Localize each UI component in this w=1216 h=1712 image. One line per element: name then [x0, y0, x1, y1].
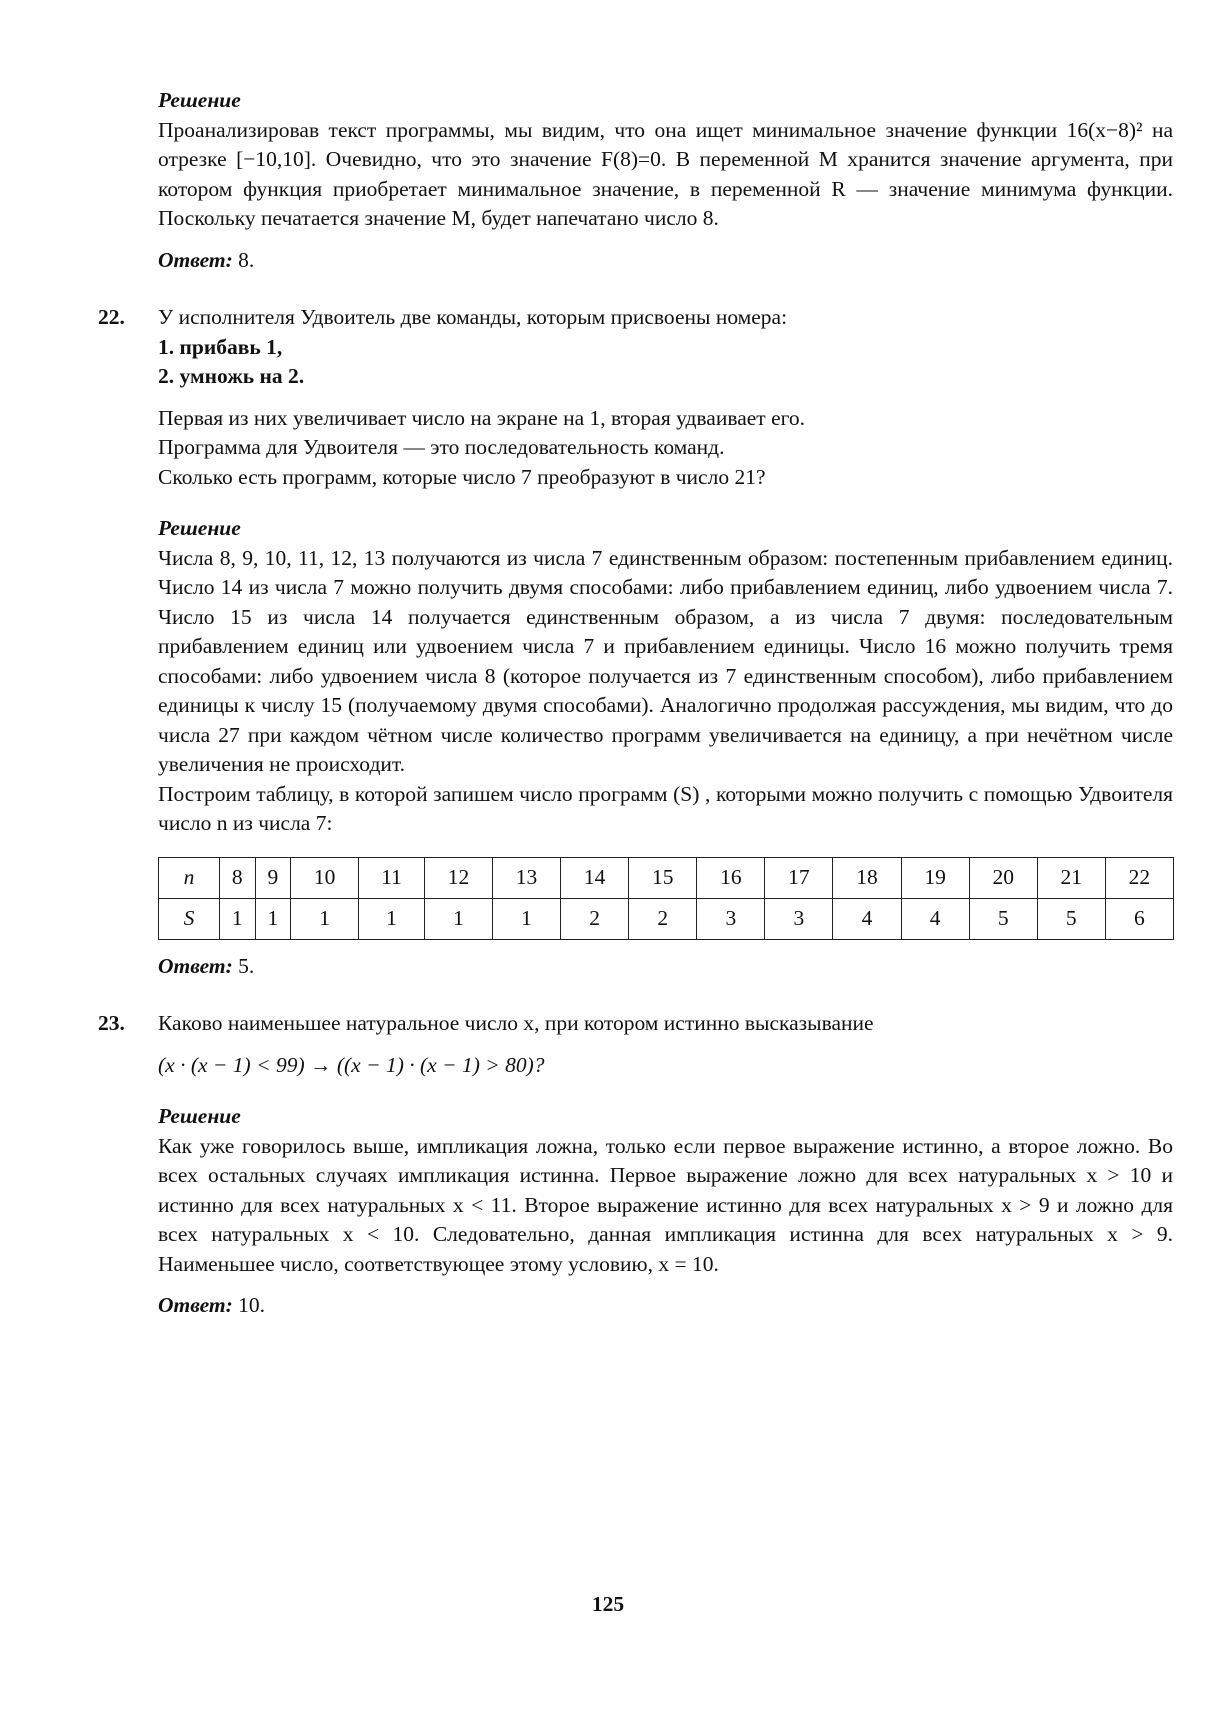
- table-cell: 12: [424, 857, 492, 898]
- answer-22: [158, 952, 1173, 982]
- table-header-s: S: [159, 898, 220, 939]
- table-cell: 5: [1037, 898, 1105, 939]
- table-cell: 1: [424, 898, 492, 939]
- table-cell: 16: [697, 857, 765, 898]
- table-cell: 13: [492, 857, 560, 898]
- task-22-intro: У исполнителя Удвоитель две команды, которым присвоены номера:: [158, 305, 788, 329]
- table-cell: 4: [833, 898, 901, 939]
- table-cell: 10: [291, 857, 359, 898]
- solution-heading-23: Решение: [158, 1104, 241, 1128]
- table-cell: 22: [1105, 857, 1173, 898]
- table-cell: 9: [255, 857, 291, 898]
- table-cell: 21: [1037, 857, 1105, 898]
- answer-label: Ответ:: [158, 1293, 233, 1317]
- table-cell: 1: [492, 898, 560, 939]
- table-cell: 1: [255, 898, 291, 939]
- table-cell: 3: [697, 898, 765, 939]
- task-number-22: 22.: [98, 305, 125, 329]
- table-cell: 8: [220, 857, 256, 898]
- table-cell: 19: [901, 857, 969, 898]
- table-cell: 4: [901, 898, 969, 939]
- table-cell: 18: [833, 857, 901, 898]
- table-cell: 17: [765, 857, 833, 898]
- answer-label: Ответ:: [158, 247, 233, 272]
- command-2: 2. умножь на 2.: [158, 364, 305, 388]
- table-cell: 1: [291, 898, 359, 939]
- task-22-line-2: Программа для Удвоителя — это последовательность команд.: [158, 435, 725, 459]
- task-number-23: 23.: [98, 1011, 125, 1035]
- solution-heading-21: Решение: [158, 88, 241, 112]
- solution-heading-22: Решение: [158, 516, 241, 540]
- table-intro: Построим таблицу, в которой запишем число программ (S) , которыми можно получить с помощью Удвоителя число n из числа 7:: [158, 781, 1173, 835]
- task-22-line-1: Первая из них увеличивает число на экране на 1, вторая удваивает его.: [158, 405, 806, 430]
- table-cell: 15: [629, 857, 697, 898]
- task-22-line-3: Сколько есть программ, которые число 7 преобразуют в число 21?: [158, 464, 766, 489]
- task-23-formula: (x · (x − 1) < 99) → ((x − 1) · (x − 1) > 80)?: [158, 1052, 545, 1077]
- answer-label: Ответ:: [158, 953, 233, 978]
- table-header-n: n: [159, 857, 220, 898]
- table-cell: 5: [969, 898, 1037, 939]
- answer-value: 5.: [232, 953, 255, 978]
- programs-count-table: [158, 857, 1174, 940]
- table-cell: 2: [629, 898, 697, 939]
- table-cell: 1: [359, 898, 425, 939]
- table-row-s: [159, 898, 1174, 939]
- table-cell: 2: [561, 898, 629, 939]
- table-cell: 14: [561, 857, 629, 898]
- table-cell: 11: [359, 857, 425, 898]
- command-1: 1. прибавь 1,: [158, 334, 283, 359]
- table-cell: 6: [1105, 898, 1173, 939]
- answer-value: 8.: [232, 247, 255, 272]
- answer-value: 10.: [232, 1293, 265, 1317]
- table-cell: 3: [765, 898, 833, 939]
- answer-21: [158, 246, 1173, 276]
- task-23-question: Каково наименьшее натуральное число x, при котором истинно высказывание: [158, 1011, 874, 1035]
- task-22: [98, 303, 1173, 981]
- table-cell: 20: [969, 857, 1037, 898]
- table-row-n: [159, 857, 1174, 898]
- task-23: [98, 1009, 1173, 1321]
- answer-23: [158, 1291, 1173, 1321]
- solution-text-23: Как уже говорилось выше, импликация ложна, только если первое выражение истинно, а второе ложно. Во всех остальных случаях импликация истинна. Первое выражение ложно для всех натуральных x > 10 и истинно для всех натуральных x < 11. Второе выражение истинно для всех натуральных x > 9 и ложно для всех натуральных x < 10. Следовательно, данная импликация истинна для всех натуральных x > 9. Наименьшее число, соответствующее этому условию, x = 10.: [158, 1133, 1173, 1276]
- page-number: 125: [591, 1592, 625, 1616]
- solution-text-21: Проанализировав текст программы, мы видим, что она ищет минимальное значение функции 16(x−8)² на отрезке [−10,10]. Очевидно, что это значение F(8)=0. В переменной M хранится значение аргумента, при котором функция приобретает минимальное значение, в переменной R — значение минимума функции. Поскольку печатается значение M, будет напечатано число 8.: [158, 117, 1173, 230]
- solution-text-22: Числа 8, 9, 10, 11, 12, 13 получаются из числа 7 единственным образом: постепенным прибавлением единиц. Число 14 из числа 7 можно получить двумя способами: либо прибавлением единиц, либо удвоением числа 7. Число 15 из числа 14 получается единственным образом, а из числа 7 двумя: последовательным прибавлением единиц или удвоением числа 7 и прибавлением единицы. Число 16 можно получить тремя способами: либо удвоением числа 8 (которое получается из 7 единственным способом), либо прибавлением единицы к числу 15 (получаемому двумя способами). Аналогично продолжая рассуждения, мы видим, что до числа 27 при каждом чётном числе количество программ увеличивается на единицу, а при нечётном числе увеличения не происходит.: [158, 545, 1173, 776]
- page-content: [98, 86, 1173, 1321]
- table-cell: 1: [220, 898, 256, 939]
